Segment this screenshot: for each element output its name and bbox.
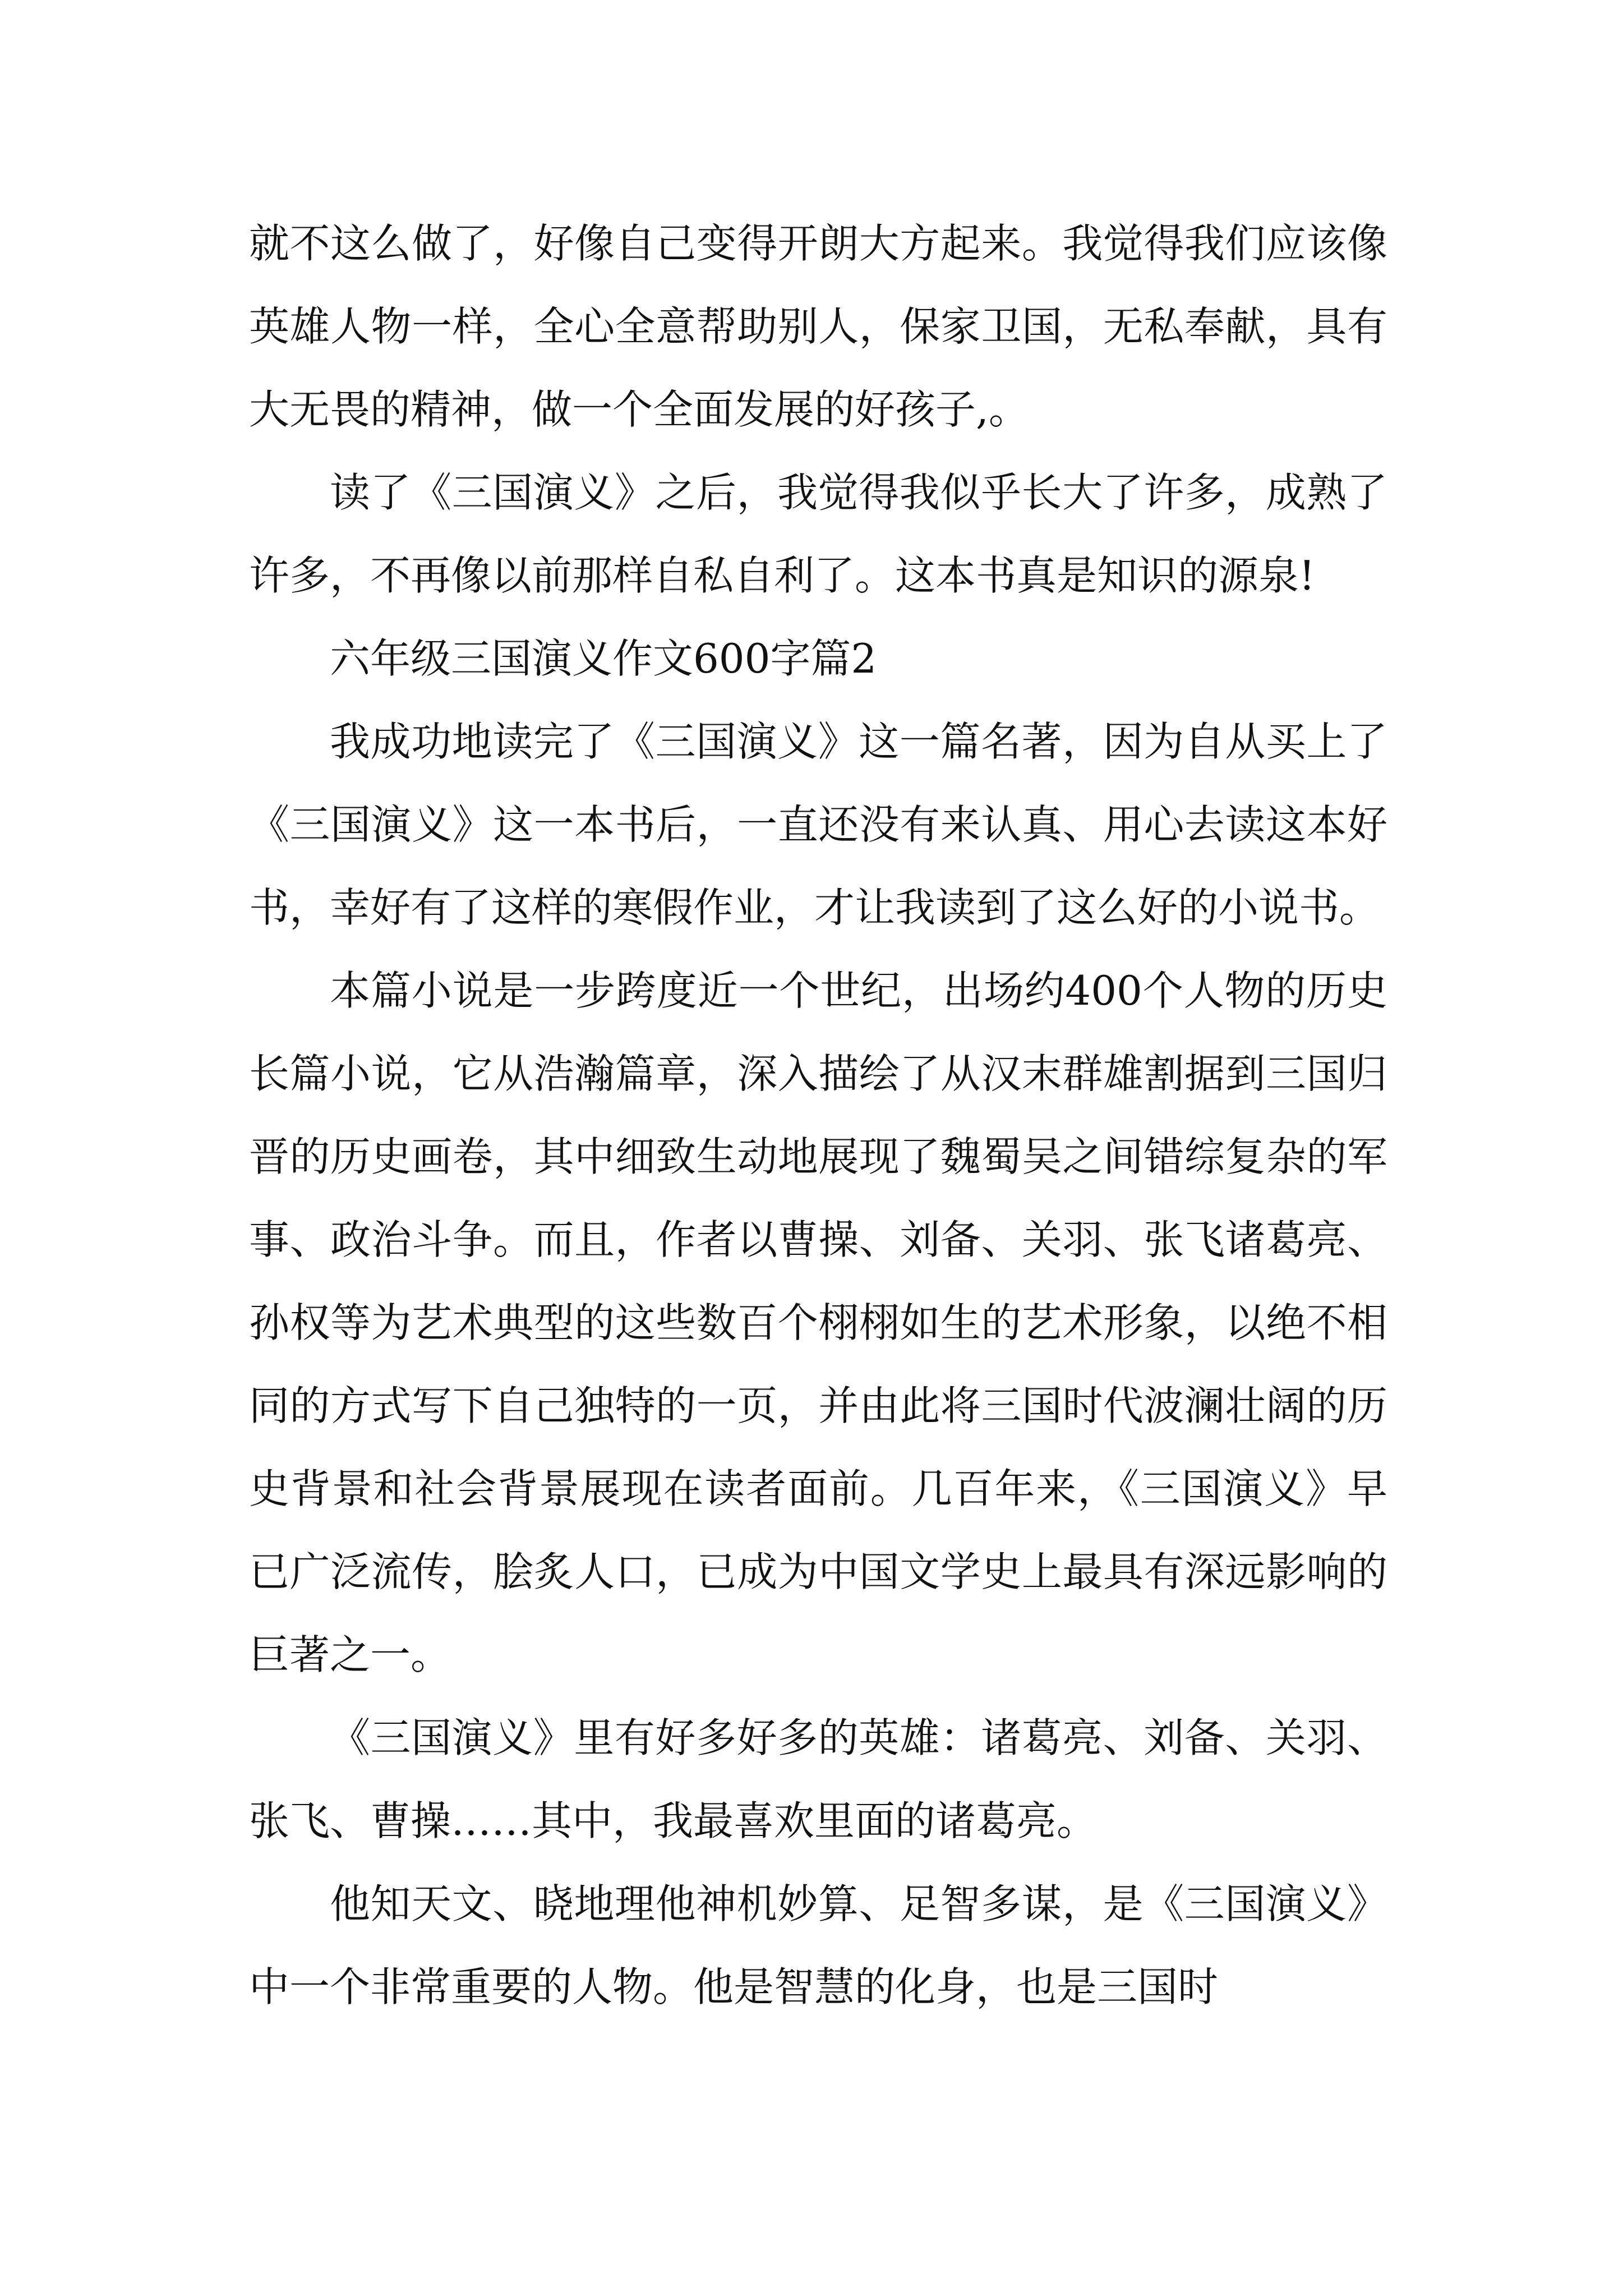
paragraph: 《三国演义》里有好多好多的英雄：诸葛亮、刘备、关羽、张飞、曹操……其中，我最喜欢里面的诸葛亮。 — [249, 1714, 1387, 1844]
section-heading: 六年级三国演义作文600字篇2 — [330, 635, 877, 682]
paragraph: 读了《三国演义》之后，我觉得我似乎长大了许多，成熟了许多，不再像以前那样自私自利了。这本书真是知识的源泉! — [249, 469, 1387, 599]
paragraph: 本篇小说是一步跨度近一个世纪，出场约400个人物的历史长篇小说，它从浩瀚篇章，深入描绘了从汉末群雄割据到三国归晋的历史画卷，其中细致生动地展现了魏蜀吴之间错综复杂的军事、政治斗争。而且，作者以曹操、刘备、关羽、张飞诸葛亮、孙权等为艺术典型的这些数百个栩栩如生的艺术形象，以绝不相同的方式写下自己独特的一页，并由此将三国时代波澜壮阔的历史背景和社会背景展现在读者面前。几百年来，《三国演义》早已广泛流传，脍炙人口，已成为中国文学史上最具有深远影响的巨著之一。 — [249, 967, 1387, 1678]
paragraph: 我成功地读完了《三国演义》这一篇名著，因为自从买上了《三国演义》这一本书后，一直还没有来认真、用心去读这本好书，幸好有了这样的寒假作业，才让我读到了这么好的小说书。 — [249, 718, 1387, 931]
paragraph: 他知天文、晓地理他神机妙算、足智多谋，是《三国演义》中一个非常重要的人物。他是智慧的化身，也是三国时 — [249, 1880, 1387, 2010]
paragraph-continued: 就不这么做了，好像自己变得开朗大方起来。我觉得我们应该像英雄人物一样，全心全意帮助别人，保家卫国，无私奉献，具有大无畏的精神，做一个全面发展的好孩子,。 — [249, 220, 1387, 433]
document-body — [249, 202, 1387, 2028]
